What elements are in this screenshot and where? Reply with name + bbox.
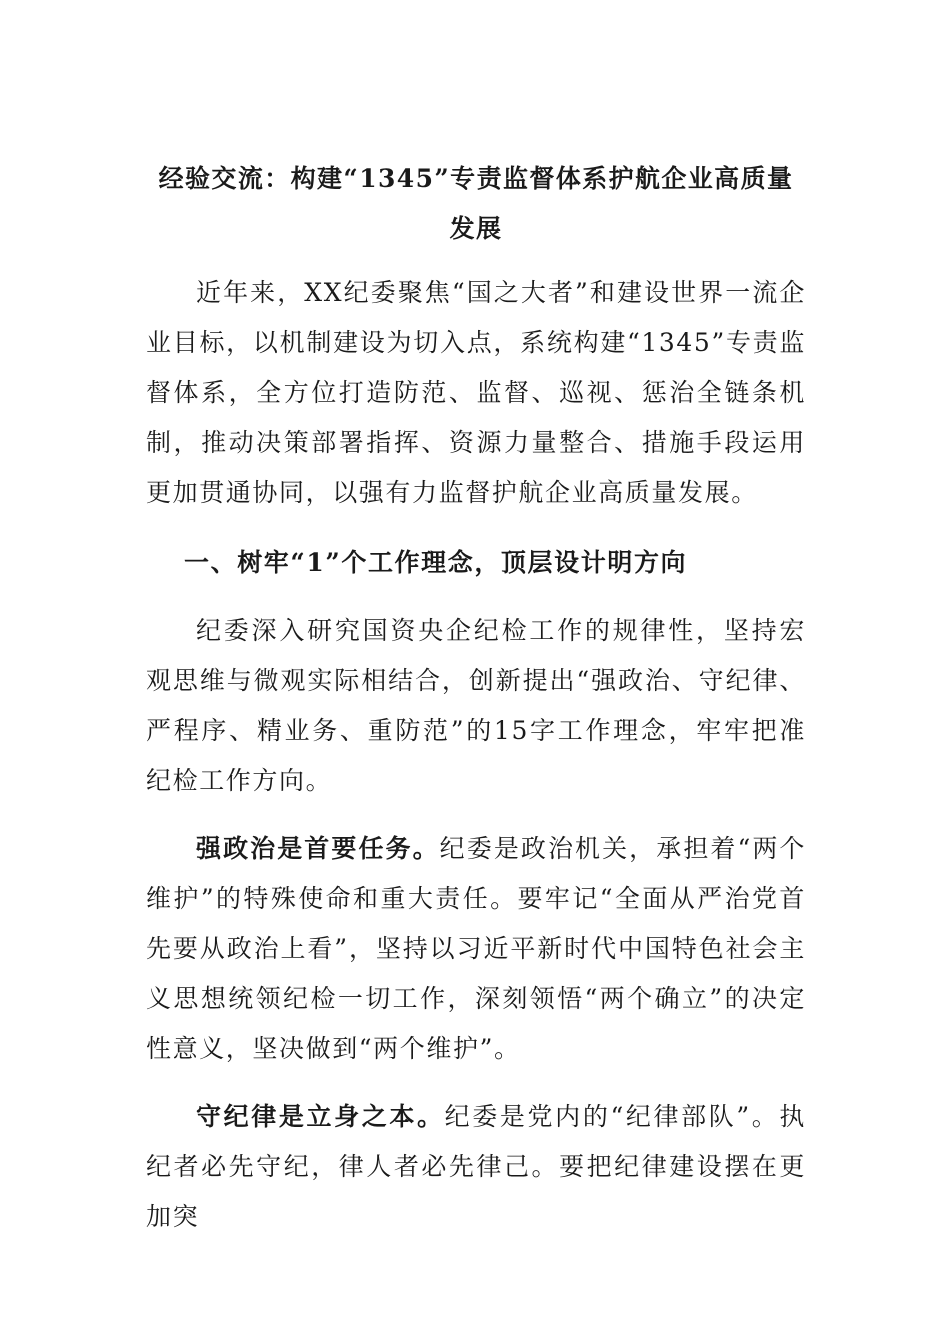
- point-paragraph-discipline: [146, 1092, 806, 1242]
- point-lead: 守纪律是立身之本。: [196, 1102, 445, 1131]
- point-lead: 强政治是首要任务。: [196, 834, 440, 863]
- section-heading: 一、树牢“1”个工作理念，顶层设计明方向: [184, 548, 688, 577]
- document-title: 经验交流：构建“1345”专责监督体系护航企业高质量发展: [158, 164, 794, 243]
- document-body: [146, 154, 806, 1242]
- section-paragraph: 纪委深入研究国资央企纪检工作的规律性，坚持宏观思维与微观实际相结合，创新提出“强政治、守纪律、严程序、精业务、重防范”的15字工作理念，牢牢把准纪检工作方向。: [146, 616, 806, 795]
- point-body: 纪委是党内的“纪律部队”。执纪者必先守纪，律人者必先律己。要把纪律建设摆在更加突: [146, 1102, 807, 1231]
- point-paragraph-politics: [146, 824, 806, 1074]
- intro-paragraph: 近年来，XX纪委聚焦“国之大者”和建设世界一流企业目标，以机制建设为切入点，系统构建“1345”专责监督体系，全方位打造防范、监督、巡视、惩治全链条机制，推动决策部署指挥、资源力量整合、措施手段运用更加贯通协同，以强有力监督护航企业高质量发展。: [146, 278, 806, 507]
- point-body: 纪委是政治机关，承担着“两个维护”的特殊使命和重大责任。要牢记“全面从严治党首先要从政治上看”，坚持以习近平新时代中国特色社会主义思想统领纪检一切工作，深刻领悟“两个确立”的决定性意义，坚决做到“两个维护”。: [146, 834, 807, 1063]
